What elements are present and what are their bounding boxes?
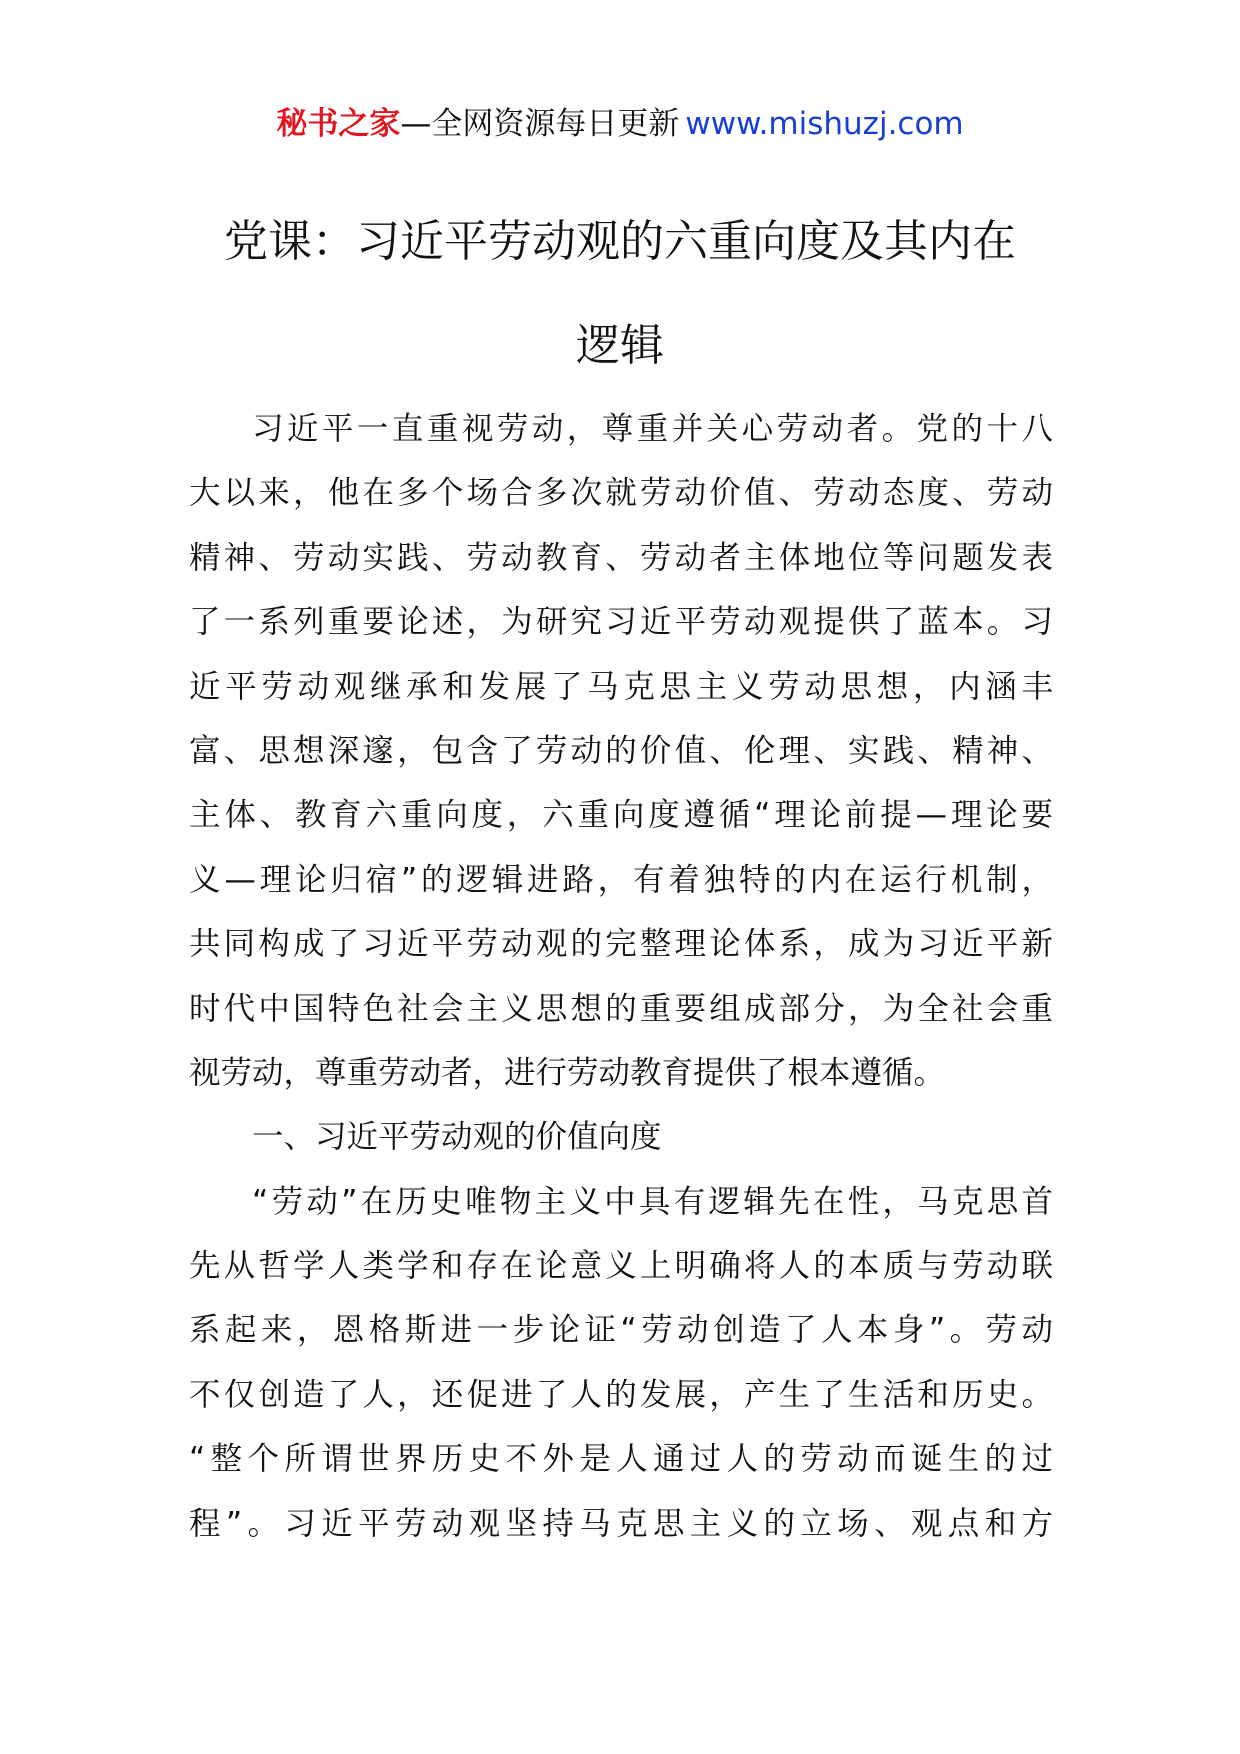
paragraph-line: 时代中国特色社会主义思想的重要组成部分，为全社会重 — [189, 990, 1053, 1027]
paragraph-line: 了一系列重要论述，为研究习近平劳动观提供了蓝本。习 — [189, 604, 1053, 641]
site-url-link[interactable]: www.mishuzj.com — [685, 106, 964, 142]
paragraph-line: 精神、劳动实践、劳动教育、劳动者主体地位等问题发表 — [189, 539, 1053, 576]
site-header — [0, 100, 1240, 148]
site-brand: 秘书之家 — [276, 106, 401, 142]
paragraph-line: 不仅创造了人，还促进了人的发展，产生了生活和历史。 — [189, 1376, 1053, 1413]
paragraph-line: 主体、教育六重向度，六重向度遵循“理论前提—理论要 — [189, 797, 1053, 834]
paragraph-line: “整个所谓世界历史不外是人通过人的劳动而诞生的过 — [189, 1441, 1053, 1478]
paragraph-line: 大以来，他在多个场合多次就劳动价值、劳动态度、劳动 — [189, 475, 1053, 512]
paragraph-line: 程”。习近平劳动观坚持马克思主义的立场、观点和方 — [189, 1505, 1053, 1542]
title-line: 逻辑 — [576, 320, 664, 371]
title-line: 党课：习近平劳动观的六重向度及其内在 — [224, 216, 1016, 267]
paragraph-line: 视劳动，尊重劳动者，进行劳动教育提供了根本遵循。 — [189, 1054, 946, 1091]
paragraph-line: 习近平一直重视劳动，尊重并关心劳动者。党的十八 — [252, 411, 1053, 447]
section-heading: 一、习近平劳动观的价值向度 — [252, 1119, 662, 1156]
document-body — [189, 397, 1053, 1556]
paragraph-line: 富、思想深邃，包含了劳动的价值、伦理、实践、精神、 — [189, 732, 1053, 769]
paragraph-line: “劳动”在历史唯物主义中具有逻辑先在性，马克思首 — [252, 1183, 1053, 1220]
paragraph-line: 先从哲学人类学和存在论意义上明确将人的本质与劳动联 — [189, 1248, 1053, 1285]
document-title — [150, 190, 1090, 398]
paragraph-line: 系起来，恩格斯进一步论证“劳动创造了人本身”。劳动 — [189, 1312, 1053, 1349]
site-tagline: —全网资源每日更新 — [400, 106, 680, 142]
paragraph-line: 义—理论归宿”的逻辑进路，有着独特的内在运行机制， — [189, 861, 1053, 898]
paragraph-line: 共同构成了习近平劳动观的完整理论体系，成为习近平新 — [189, 926, 1053, 963]
paragraph-line: 近平劳动观继承和发展了马克思主义劳动思想，内涵丰 — [189, 668, 1053, 705]
